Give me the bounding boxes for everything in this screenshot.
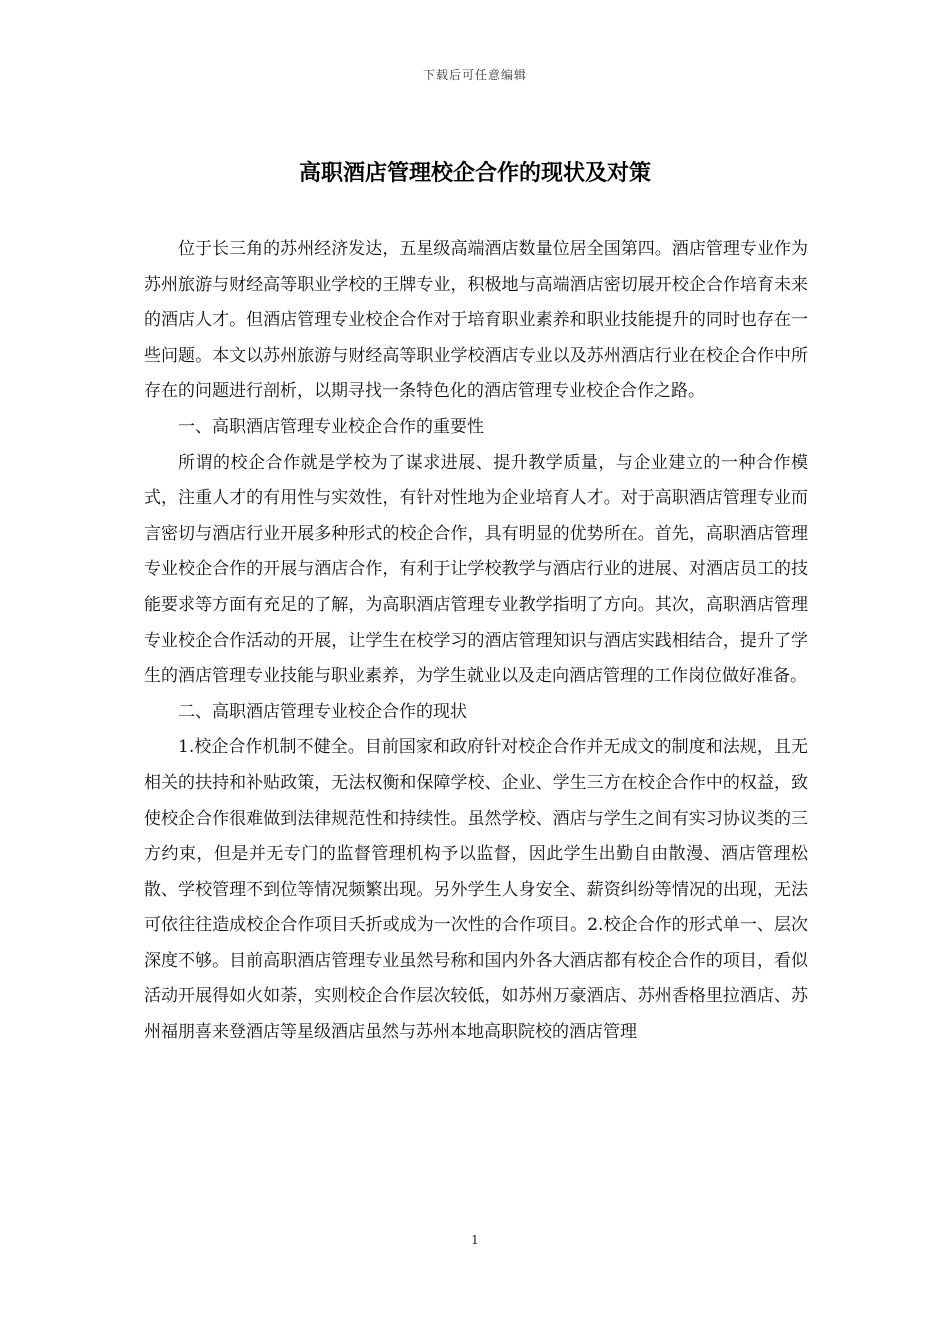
status-paragraph: 1.校企合作机制不健全。目前国家和政府针对校企合作并无成文的制度和法规，且无相关的扶持和补贴政策，无法权衡和保障学校、企业、学生三方在校企合作中的权益，致使校企合作很难做到法律规范性和持续性。虽然学校、酒店与学生之间有实习协议类的三方约束，但是并无专门的监督管理机构予以监督，因此学生出勤自由散漫、酒店管理松散、学校管理不到位等情况频繁出现。另外学生人身安全、薪资纠纷等情况的出现，无法可依往往造成校企合作项目夭折或成为一次性的合作项目。2.校企合作的形式单一、层次深度不够。目前高职酒店管理专业虽然号称和国内外各大酒店都有校企合作的项目，看似活动开展得如火如荼，实则校企合作层次较低，如苏州万豪酒店、苏州香格里拉酒店、苏州福朋喜来登酒店等星级酒店虽然与苏州本地高职院校的酒店管理	[144, 737, 808, 1043]
importance-paragraph: 所谓的校企合作就是学校为了谋求进展、提升教学质量，与企业建立的一种合作模式，注重人才的有用性与实效性，有针对性地为企业培育人才。对于高职酒店管理专业而言密切与酒店行业开展多种形式的校企合作，具有明显的优势所在。首先，高职酒店管理专业校企合作的开展与酒店合作，有利于让学校教学与酒店行业的进展、对酒店员工的技能要求等方面有充足的了解，为高职酒店管理专业教学指明了方向。其次，高职酒店管理专业校企合作活动的开展，让学生在校学习的酒店管理知识与酒店实践相结合，提升了学生的酒店管理专业技能与职业素养，为学生就业以及走向酒店管理的工作岗位做好准备。	[144, 452, 808, 687]
intro-paragraph: 位于长三角的苏州经济发达，五星级高端酒店数量位居全国第四。酒店管理专业作为苏州旅游与财经高等职业学校的王牌专业，积极地与高端酒店密切展开校企合作培育未来的酒店人才。但酒店管理专业校企合作对于培育职业素养和职业技能提升的同时也存在一些问题。本文以苏州旅游与财经高等职业学校酒店专业以及苏州酒店行业在校企合作中所存在的问题进行剖析，以期寻找一条特色化的酒店管理专业校企合作之路。	[144, 239, 808, 402]
document-body	[144, 232, 808, 1051]
section-heading-importance: 一、高职酒店管理专业校企合作的重要性	[178, 416, 484, 437]
section-heading-status: 二、高职酒店管理专业校企合作的现状	[178, 701, 467, 722]
header-note: 下载后可任意编辑	[422, 68, 527, 82]
document-title: 高职酒店管理校企合作的现状及对策	[298, 160, 651, 186]
page-number: 1	[471, 1233, 479, 1247]
